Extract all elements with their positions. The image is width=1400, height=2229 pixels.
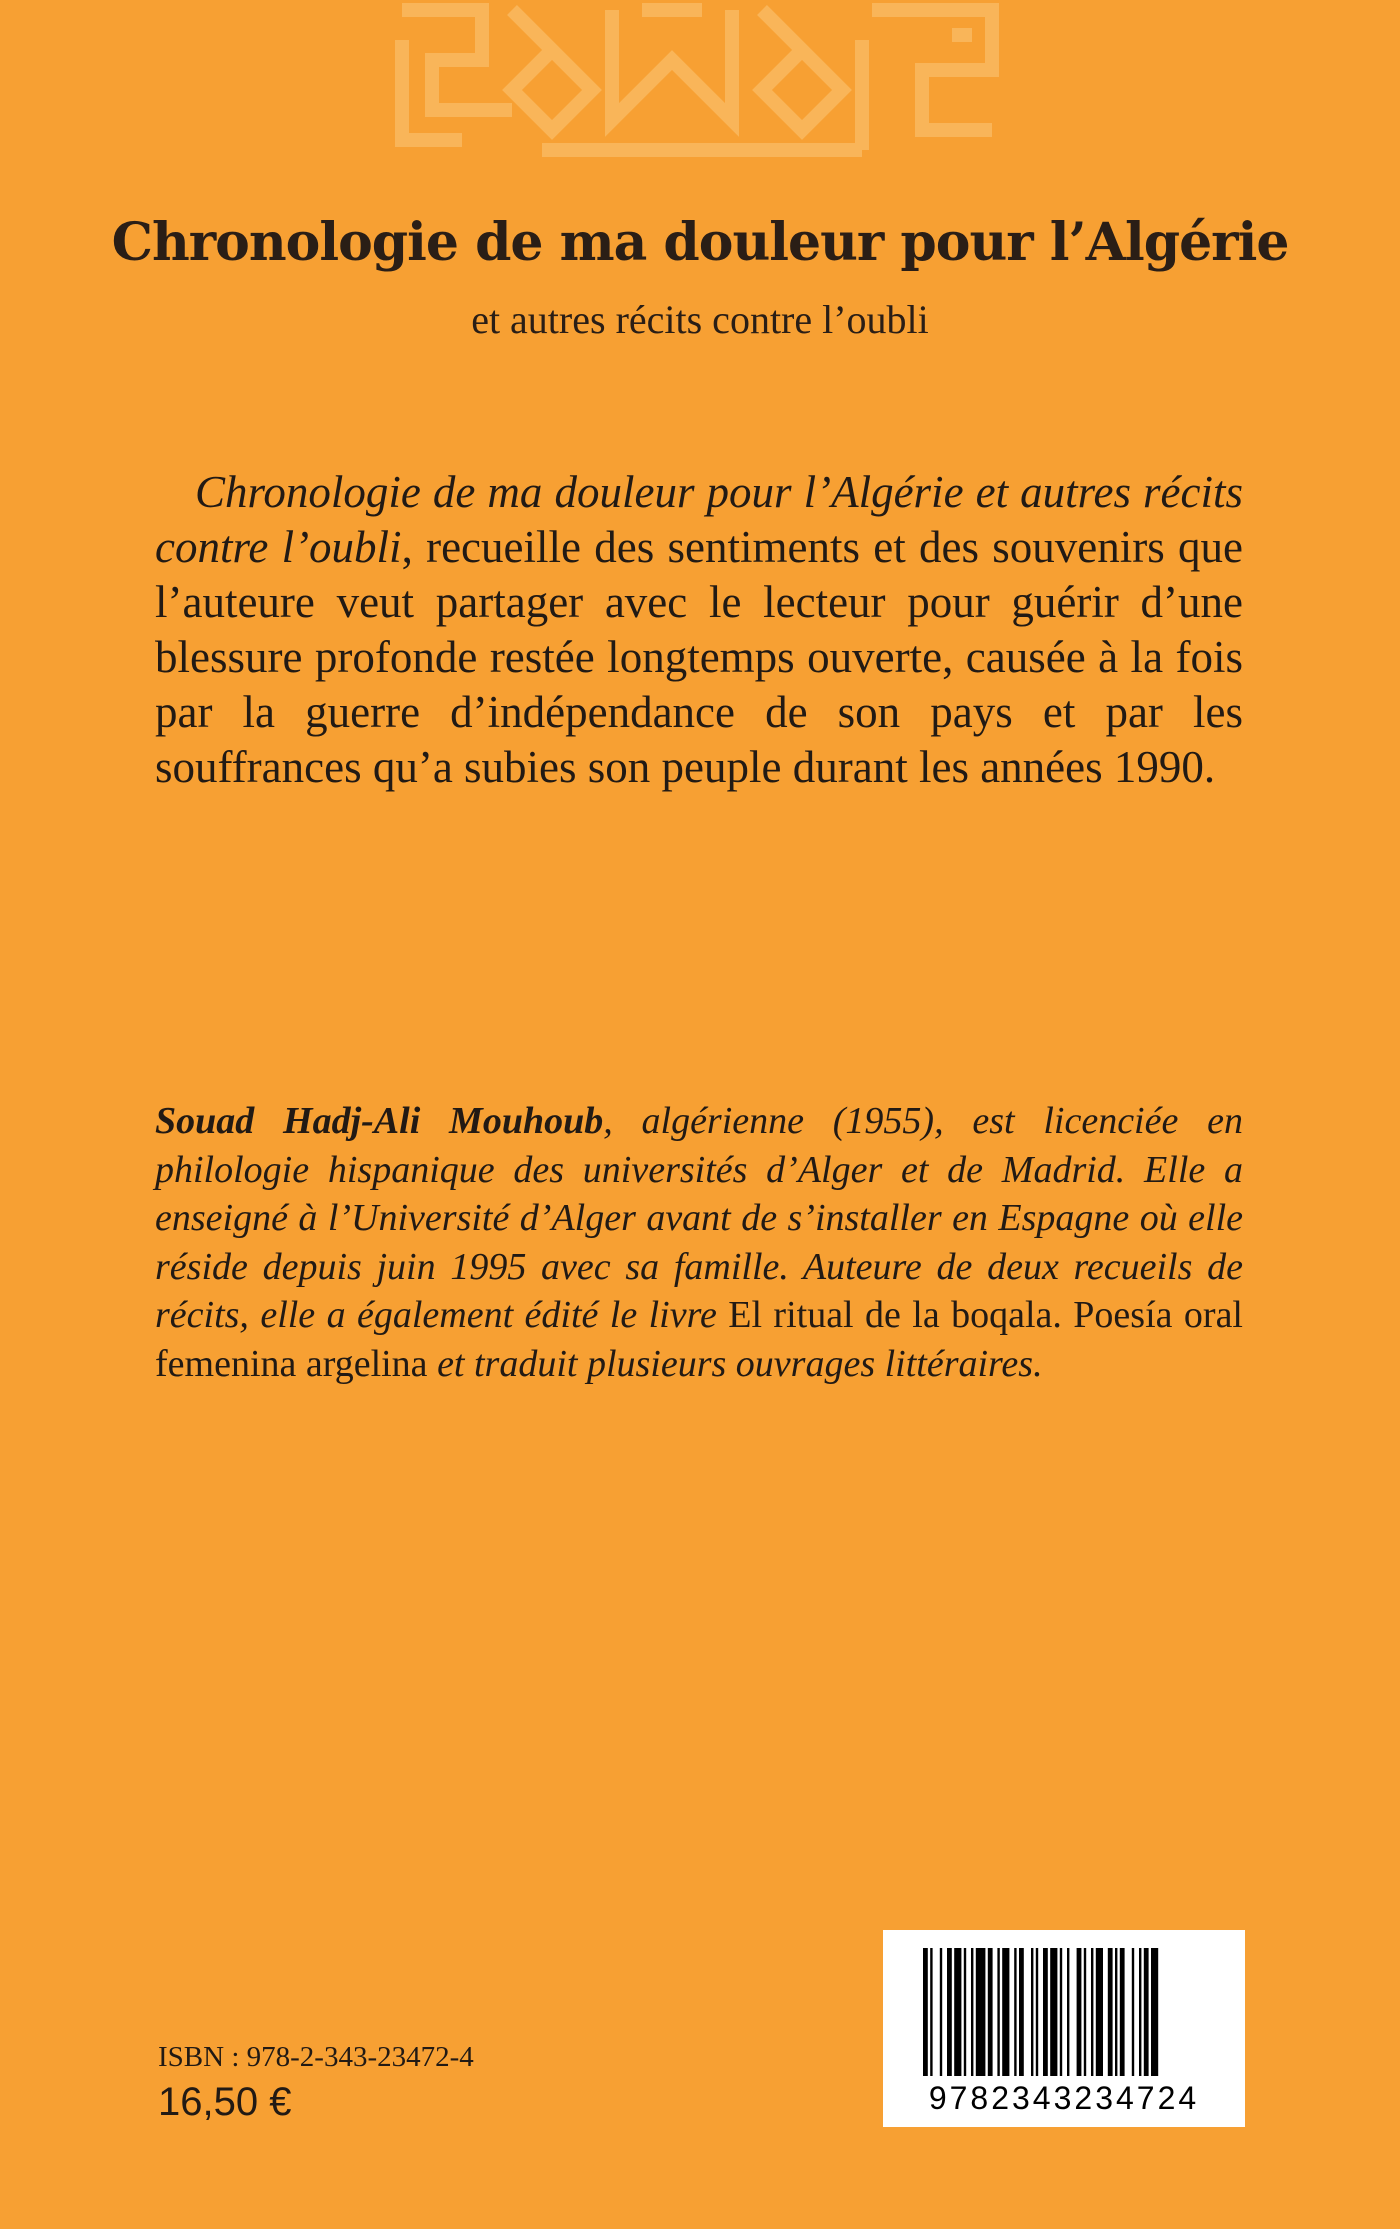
barcode-bar <box>1031 1948 1033 2076</box>
barcode-bar <box>940 1948 942 2076</box>
description-body: , recueille des sentiments et des souvenirs que l’auteure veut partager avec le lecteur pour guérir d’une blessure profonde restée longtemps ouverte, causée à la fois par la guerre d’indépendance de son pays et par les souffrances qu’a subies son peuple durant les années 1990. <box>155 522 1243 792</box>
barcode-bar <box>1132 1948 1134 2076</box>
isbn-label: ISBN : 978-2-343-23472-4 <box>158 2041 474 2073</box>
barcode-bar <box>1043 1948 1048 2076</box>
bio-book-title: El ritual de la boqala. Poesía oral femenina argelina <box>155 1294 1243 1385</box>
barcode-bar <box>1096 1948 1103 2076</box>
ornament-icon <box>392 0 1007 160</box>
barcode-digits: 9782343234724 <box>928 2080 1200 2116</box>
barcode-bar <box>1084 1948 1086 2076</box>
bio-text-1: , algérienne (1955), est licenciée en philologie hispanique des universités d’Alger et de Madrid. Elle a enseigné à l’Université d’Alger avant de s’installer en Espagne où elle réside depuis juin 1995 avec sa famille. Auteure de deux recueils de récits, elle a également édité le livre <box>155 1100 1243 1336</box>
description-title: Chronologie de ma douleur pour l’Algérie et autres récits contre l’oubli <box>155 467 1243 572</box>
barcode-bar <box>1050 1948 1057 2076</box>
book-subtitle: et autres récits contre l’oubli <box>471 297 929 342</box>
barcode-bar <box>964 1948 966 2076</box>
bio-text-2: et traduit plusieurs ouvrages littéraires. <box>427 1342 1043 1385</box>
barcode-bar <box>1077 1948 1082 2076</box>
barcode-bar <box>947 1948 952 2076</box>
barcode <box>883 1930 1245 2127</box>
barcode-bar <box>954 1948 961 2076</box>
barcode-bar <box>1036 1948 1038 2076</box>
barcode-bar <box>971 1948 973 2076</box>
barcode-bar <box>1067 1948 1069 2076</box>
book-title: Chronologie de ma douleur pour l’Algérie <box>111 212 1289 273</box>
barcode-bar <box>1091 1948 1093 2076</box>
barcode-bar <box>1139 1948 1141 2076</box>
barcode-bar <box>988 1948 993 2076</box>
barcode-bar <box>1014 1948 1016 2076</box>
barcode-bar <box>976 1948 986 2076</box>
author-bio <box>155 1097 1243 1388</box>
barcode-bar <box>1019 1948 1024 2076</box>
barcode-bar <box>923 1948 928 2076</box>
price-label: 16,50 € <box>158 2080 292 2124</box>
barcode-bar <box>1151 1948 1158 2076</box>
description-paragraph <box>155 465 1243 795</box>
barcode-bar <box>1060 1948 1062 2076</box>
barcode-bar <box>1120 1948 1125 2076</box>
barcode-bar <box>1115 1948 1117 2076</box>
barcode-bar <box>1108 1948 1113 2076</box>
barcode-bar <box>997 1948 999 2076</box>
barcode-bars-icon <box>923 1948 1205 2076</box>
barcode-bar <box>930 1948 932 2076</box>
author-name: Souad Hadj-Ali Mouhoub <box>155 1100 604 1142</box>
barcode-bar <box>1002 1948 1009 2076</box>
barcode-bar <box>1144 1948 1149 2076</box>
